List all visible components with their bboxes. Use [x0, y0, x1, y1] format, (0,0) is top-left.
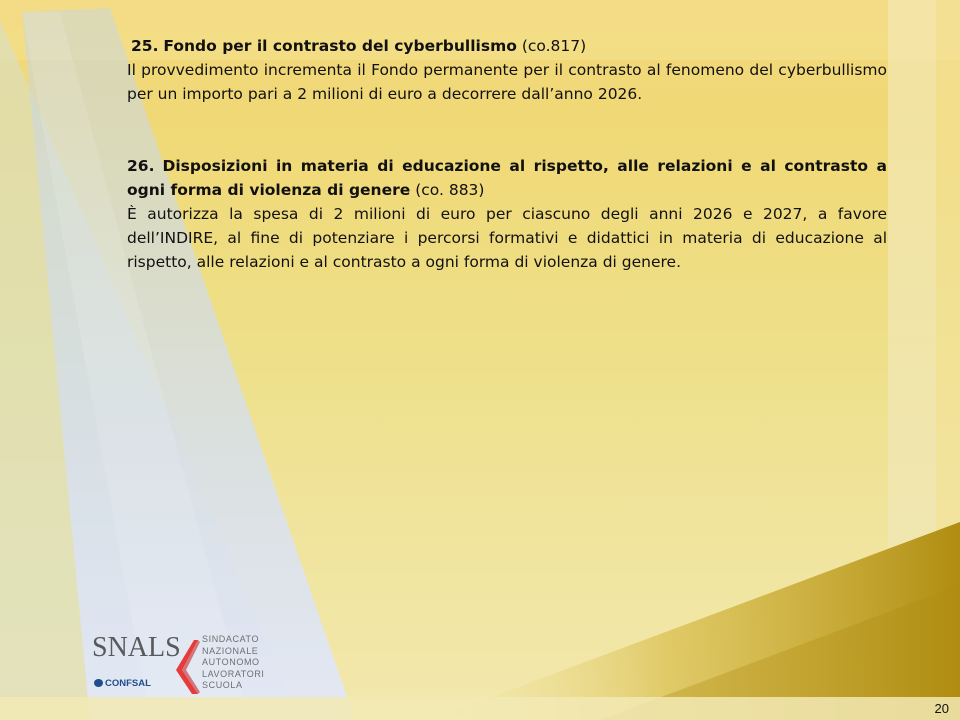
section-26-heading	[127, 154, 887, 202]
logo-confsal-text: CONFSAL	[105, 678, 151, 689]
section-25-body: Il provvedimento incrementa il Fondo permanente per il contrasto al fenomeno del cyberbullismo per un importo pari a 2 milioni di euro a decorrere dall’anno 2026.	[127, 61, 887, 103]
logo-acronym-line: NAZIONALE	[202, 645, 259, 656]
logo-acronym-line: SCUOLA	[202, 680, 243, 690]
section-26-title: Disposizioni in materia di educazione al rispetto, alle relazioni e al contrasto a ogni forma di violenza di genere	[127, 157, 887, 199]
logo-snals-text: SNALS	[92, 632, 181, 663]
logo-confsal	[94, 678, 151, 689]
logo-acronym-line: AUTONOMO	[202, 657, 260, 667]
section-26-number: 26.	[127, 157, 155, 175]
section-26-body: È autorizza la spesa di 2 milioni di euro per ciascuno degli anni 2026 e 2027, a favore dell’INDIRE, al fine di potenziare i percorsi formativi e didattici in materia di educazione al rispetto, alle relazioni e al contrasto a ogni forma di violenza di genere.	[127, 205, 887, 271]
section-25-number: 25.	[131, 37, 159, 55]
section-25-reference: (co.817)	[521, 37, 587, 55]
logo-acronym	[202, 634, 265, 692]
section-25-heading	[127, 34, 887, 58]
snals-logo	[92, 632, 272, 702]
section-26-reference: (co. 883)	[415, 181, 485, 199]
slide-content	[127, 34, 887, 274]
section-25-title: Fondo per il contrasto del cyberbullismo	[163, 37, 517, 55]
confsal-icon	[94, 679, 103, 687]
page-number: 20	[934, 701, 949, 716]
logo-acronym-line: LAVORATORI	[202, 668, 265, 679]
logo-acronym-line: SINDACATO	[202, 634, 260, 644]
logo-arrow-icon	[172, 638, 200, 696]
